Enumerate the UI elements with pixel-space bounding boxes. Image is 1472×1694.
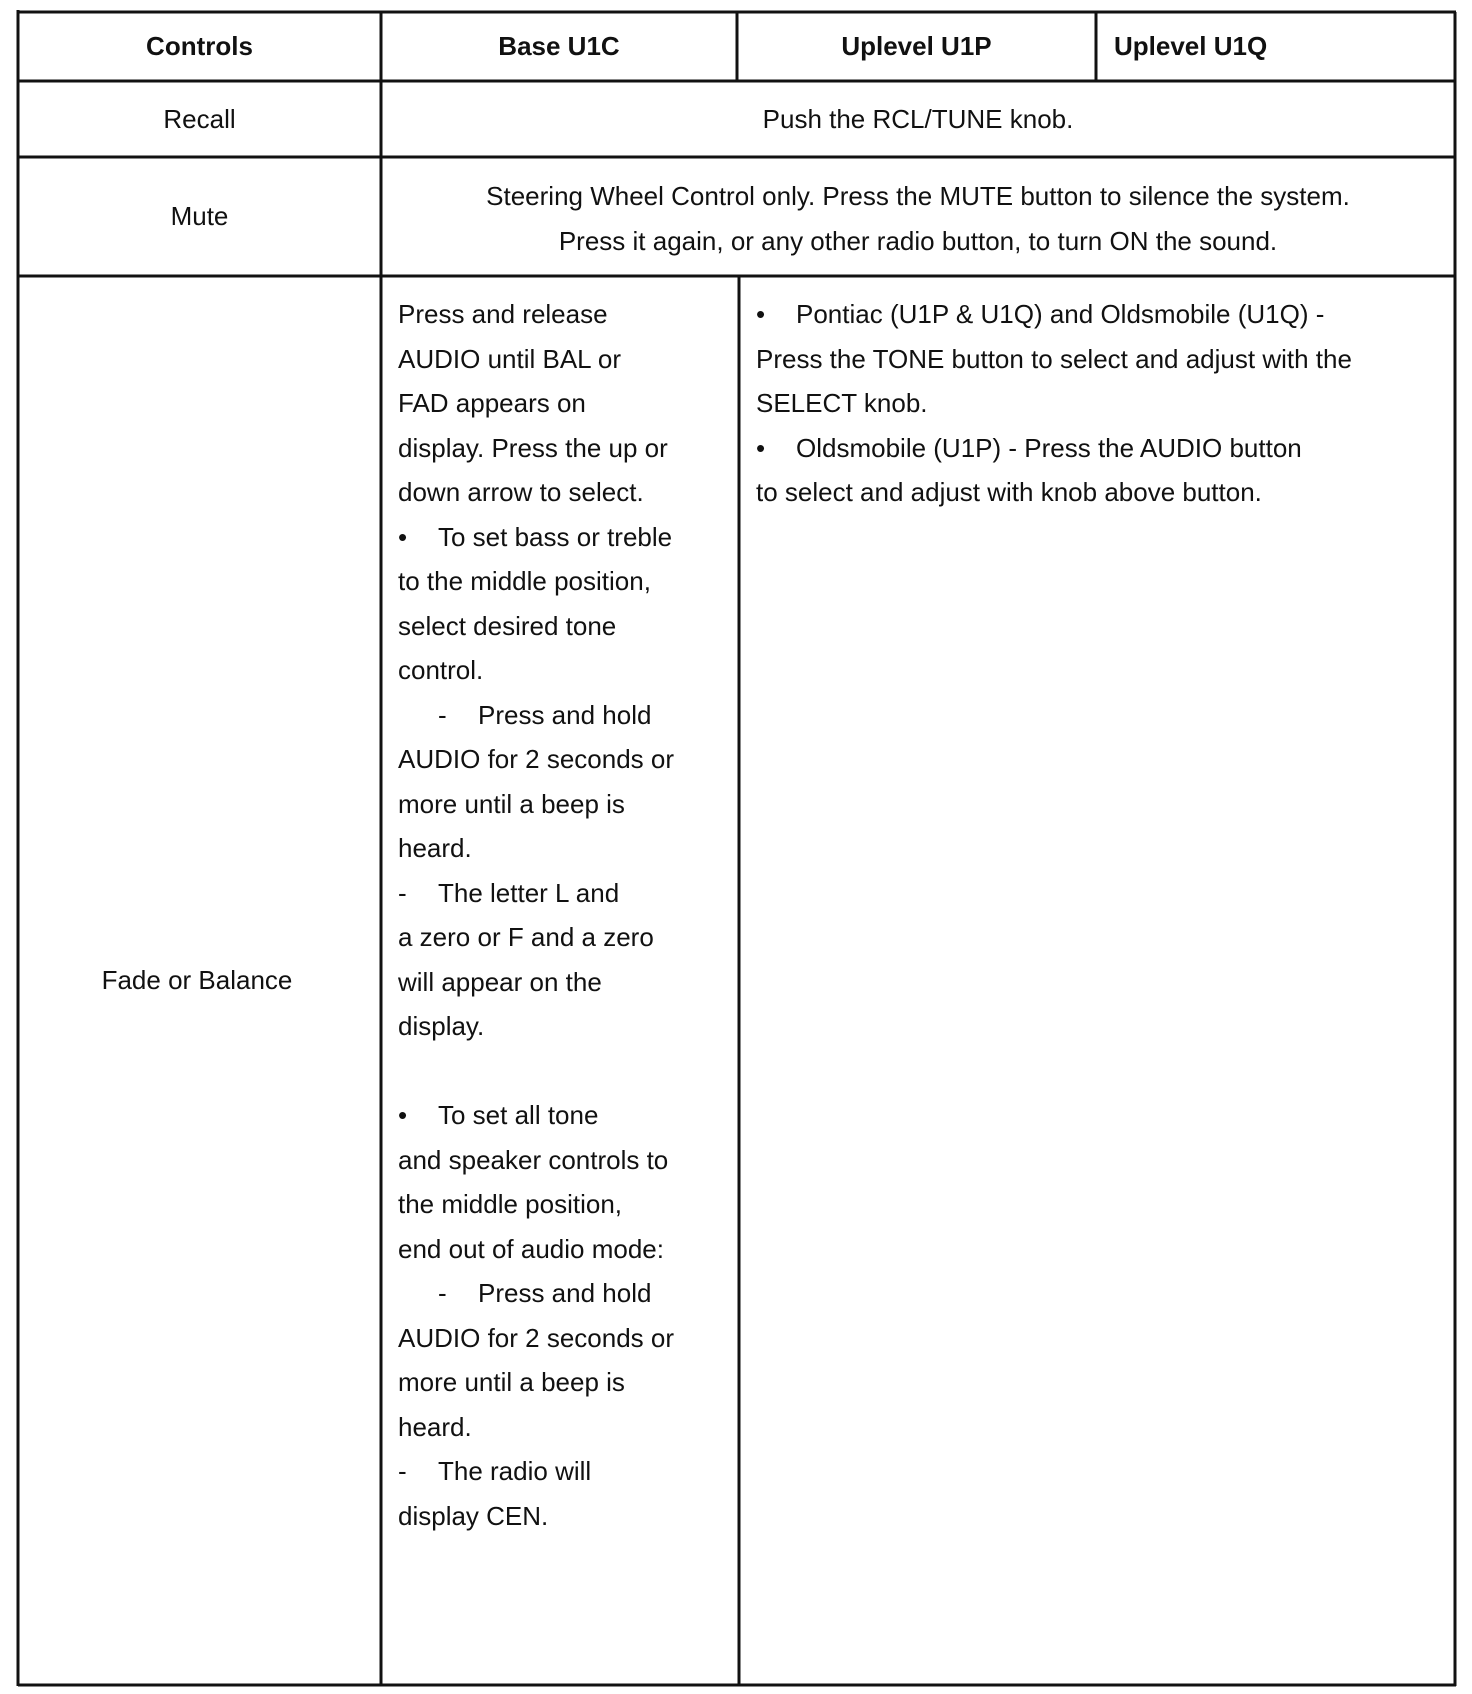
mute-text-line-1: Steering Wheel Control only. Press the MUTE button to silence the system. [486, 181, 1350, 211]
base-bullet-item-1 [398, 515, 733, 560]
base-line-5: down arrow to select. [398, 477, 644, 507]
base-dash-item-1 [398, 693, 733, 738]
base-dash-item-2 [398, 871, 733, 916]
base-line-2: AUDIO until BAL or [398, 343, 622, 374]
uplevel-line-5: to select and adjust with knob above button. [756, 477, 1262, 507]
header-uplevel-p [737, 12, 1096, 81]
base-line-1: Press and release [398, 299, 608, 329]
recall-text-cell [381, 81, 1455, 157]
dash-icon: - [438, 699, 447, 730]
dash-icon: - [398, 1456, 407, 1486]
dash-icon: - [438, 1278, 447, 1308]
header-uplevel-p-label: Uplevel U1P [841, 31, 992, 62]
base-line-19: and speaker controls to [398, 1144, 669, 1175]
base-blank-line [398, 1049, 733, 1094]
base-line-26: The radio will [438, 1456, 592, 1486]
header-controls [18, 12, 381, 81]
header-base-label: Base U1C [498, 31, 620, 62]
mute-label: Mute [170, 201, 229, 232]
base-line-3: FAD appears on [398, 388, 586, 418]
base-line-8: select desired tone [398, 610, 617, 641]
dash-icon: - [398, 877, 407, 908]
base-line-11: AUDIO for 2 seconds or [398, 744, 674, 774]
header-base [381, 12, 737, 81]
base-line-18: To set all tone [438, 1100, 599, 1130]
base-line-21: end out of audio mode: [398, 1233, 664, 1264]
base-line-25: heard. [398, 1411, 472, 1442]
uplevel-line-1: Pontiac (U1P & U1Q) and Oldsmobile (U1Q) - [796, 299, 1325, 329]
bullet-icon: • [398, 521, 408, 552]
base-line-12: more until a beep is [398, 788, 625, 819]
mute-text-line-2: Press it again, or any other radio button, to turn ON the sound. [558, 225, 1278, 256]
header-controls-label: Controls [146, 31, 253, 62]
base-line-17: display. [398, 1011, 485, 1041]
base-bullet-item-2 [398, 1093, 733, 1138]
header-uplevel-q [1114, 12, 1454, 81]
fade-label: Fade or Balance [101, 965, 293, 996]
base-line-23: AUDIO for 2 seconds or [398, 1322, 674, 1353]
uplevel-bullet-item-2 [756, 426, 1451, 471]
base-dash-item-3 [398, 1271, 733, 1316]
uplevel-line-4: Oldsmobile (U1P) - Press the AUDIO button [796, 432, 1302, 463]
recall-text: Push the RCL/TUNE knob. [762, 103, 1074, 134]
base-line-7: to the middle position, [398, 566, 651, 596]
uplevel-line-2: Press the TONE button to select and adjust with the [756, 343, 1352, 374]
recall-label: Recall [163, 103, 236, 134]
bullet-icon: • [756, 432, 766, 463]
base-line-4: display. Press the up or [398, 432, 668, 463]
base-line-14: The letter L and [438, 877, 620, 908]
base-line-22: Press and hold [478, 1278, 652, 1308]
base-line-20: the middle position, [398, 1189, 623, 1219]
mute-text-cell [381, 174, 1455, 263]
base-line-27: display CEN. [398, 1500, 549, 1531]
fade-uplevel-cell [756, 292, 1451, 515]
bullet-icon: • [398, 1100, 408, 1130]
base-line-16: will appear on the [398, 966, 602, 997]
fade-base-cell [398, 292, 733, 1538]
recall-label-cell [18, 81, 381, 157]
base-line-13: heard. [398, 833, 472, 863]
uplevel-bullet-item-1 [756, 292, 1451, 337]
bullet-icon: • [756, 299, 766, 329]
base-line-15: a zero or F and a zero [398, 922, 654, 952]
fade-label-cell [18, 276, 376, 1685]
header-uplevel-q-label: Uplevel U1Q [1114, 31, 1268, 62]
mute-label-cell [18, 157, 381, 276]
base-dash-item-4 [398, 1449, 733, 1494]
base-line-6: To set bass or treble [438, 521, 673, 552]
base-line-24: more until a beep is [398, 1367, 625, 1397]
base-line-9: control. [398, 655, 484, 685]
base-line-10: Press and hold [478, 699, 652, 730]
uplevel-line-3: SELECT knob. [756, 388, 928, 418]
